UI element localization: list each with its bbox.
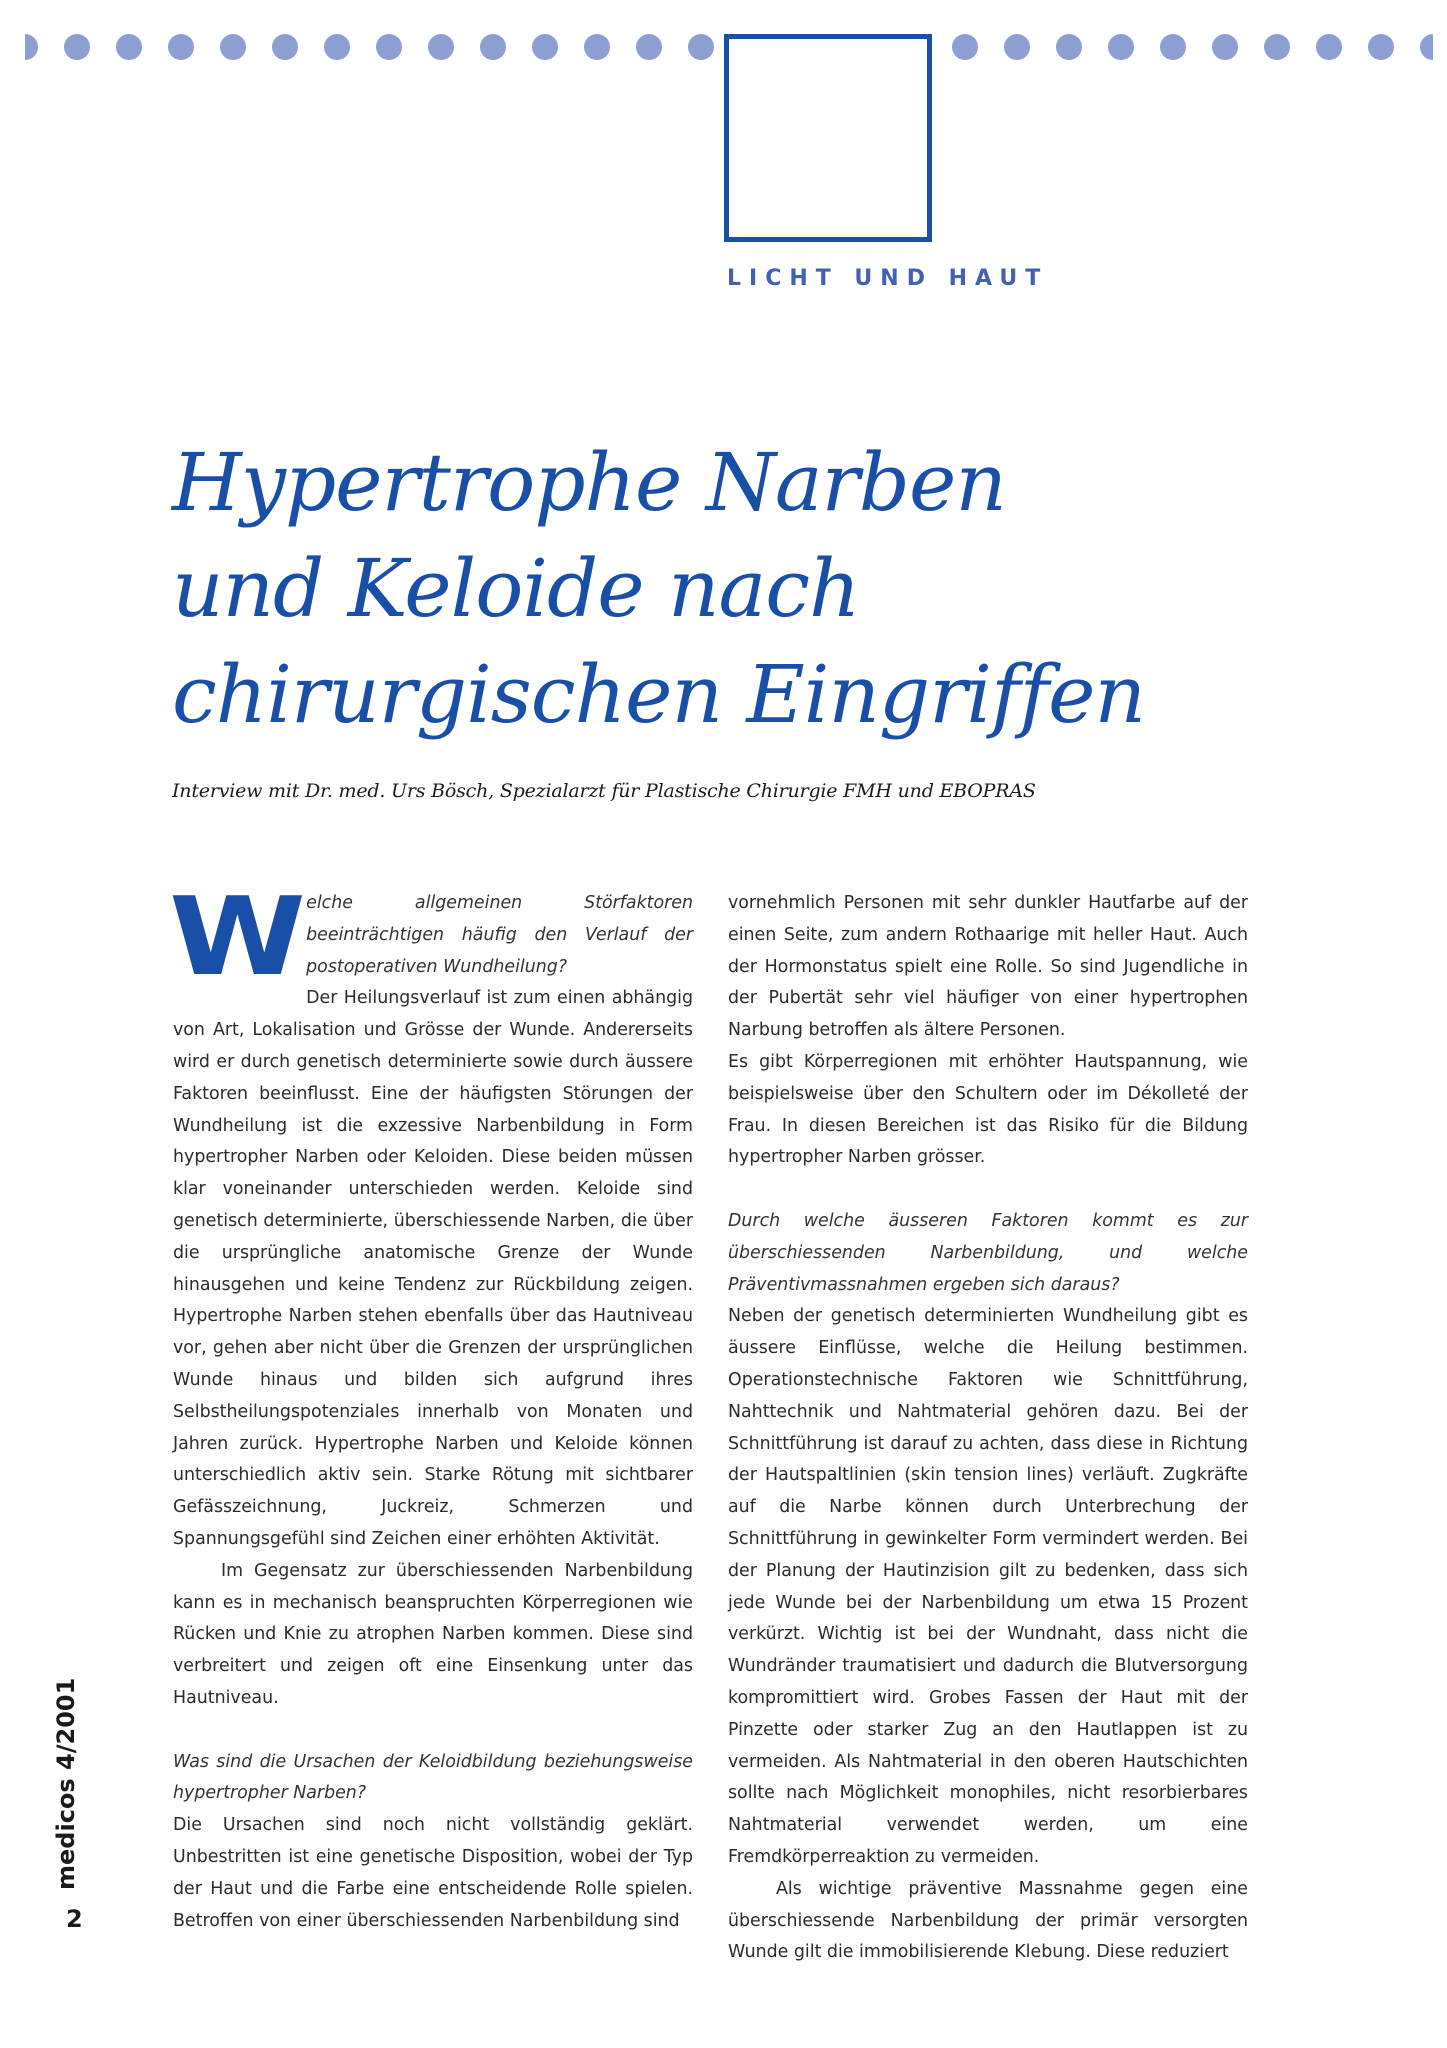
decorative-dot-icon bbox=[272, 34, 298, 60]
paragraph-gap bbox=[728, 1174, 1248, 1206]
decorative-dot-icon bbox=[1108, 34, 1134, 60]
answer-1: Der Heilungsverlauf ist zum einen abhängig von Art, Lokalisation und Grösse der Wunde. Andererseits wird er durch genetisch determinierte sowie durch äussere Faktoren beeinflusst. Eine der häufigsten Störungen der Wundheilung ist die exzessive Narbenbildung in Form hypertropher Narben oder Keloiden. Diese beiden müssen klar voneinander unterschieden werden. Keloide sind genetisch determinierte, überschiessende Narben, die über die ursprüngliche anatomische Grenze der Wunde hinausgehen und keine Tendenz zur Rückbildung zeigen. Hypertrophe Narben stehen ebenfalls über das Hautniveau vor, gehen aber nicht über die Grenzen der ursprünglichen Wunde hinaus und bilden sich aufgrund ihres Selbstheilungspotenziales innerhalb von Monaten und Jahren zurück. Hypertrophe Narben und Keloide können unterschiedlich aktiv sein. Starke Rötung mit sichtbarer Gefässzeichnung, Juckreiz, Schmerzen und Spannungsgefühl sind Zeichen einer erhöhten Aktivität. bbox=[173, 988, 693, 1549]
decorative-dot-icon bbox=[25, 34, 38, 60]
decorative-dot-icon bbox=[428, 34, 454, 60]
answer-2-continued: vornehmlich Personen mit sehr dunkler Hautfarbe auf der einen Seite, zum andern Rothaarige mit heller Haut. Auch der Hormonstatus spielt eine Rolle. So sind Jugendliche in der Pubertät sehr viel häufiger von einer hypertrophen Narbung betroffen als ältere Personen. bbox=[728, 893, 1248, 1041]
question-1: elche allgemeinen Störfaktoren beeinträchtigen häufig den Verlauf der postoperativen Wundheilung? bbox=[306, 893, 693, 977]
decorative-dot-icon bbox=[952, 34, 978, 60]
decorative-dot-icon bbox=[64, 34, 90, 60]
decorative-dot-icon bbox=[584, 34, 610, 60]
paragraph-gap bbox=[173, 1715, 693, 1747]
article-subtitle: Interview mit Dr. med. Urs Bösch, Spezialarzt für Plastische Chirurgie FMH und EBOPRAS bbox=[172, 780, 1036, 802]
left-column bbox=[169, 875, 693, 1937]
question-3: Durch welche äusseren Faktoren kommt es zur überschiessenden Narbenbildung, und welche Präventivmassnahmen ergeben sich daraus? bbox=[728, 1210, 1248, 1295]
title-line-3: chirurgischen Eingriffen bbox=[172, 648, 1146, 741]
decorative-dot-icon bbox=[480, 34, 506, 60]
answer-2-paragraph-2: Es gibt Körperregionen mit erhöhter Hautspannung, wie beispielsweise über den Schultern oder im Dékolleté der Frau. In diesen Bereichen ist das Risiko für die Bildung hypertropher Narben grösser. bbox=[728, 1051, 1248, 1168]
decorative-dot-icon bbox=[1264, 34, 1290, 60]
decorative-dot-icon bbox=[1056, 34, 1082, 60]
decorative-dot-icon bbox=[1160, 34, 1186, 60]
decorative-dot-icon bbox=[636, 34, 662, 60]
decorative-dot-icon bbox=[324, 34, 350, 60]
article-title bbox=[172, 430, 1372, 748]
answer-3-continued: Als wichtige präventive Massnahme gegen eine überschiessende Narbenbildung der primär versorgten Wunde gilt die immobilisierende Klebung. Diese reduziert bbox=[728, 1878, 1248, 1963]
title-line-2: und Keloide nach bbox=[172, 542, 860, 635]
title-line-1: Hypertrophe Narben bbox=[172, 436, 1006, 529]
question-2: Was sind die Ursachen der Keloidbildung beziehungsweise hypertropher Narben? bbox=[173, 1751, 693, 1804]
section-label: LICHT UND HAUT bbox=[727, 266, 1049, 291]
decorative-dot-icon bbox=[220, 34, 246, 60]
decorative-dot-icon bbox=[116, 34, 142, 60]
decorative-dot-icon bbox=[1420, 34, 1433, 60]
decorative-dot-icon bbox=[1368, 34, 1394, 60]
decorative-dot-icon bbox=[1004, 34, 1030, 60]
answer-3: Neben der genetisch determinierten Wundheilung gibt es äussere Einflüsse, welche die Heilung bestimmen. Operationstechnische Faktoren wie Schnittführung, Nahttechnik und Nahtmaterial gehören dazu. Bei der Schnittführung ist darauf zu achten, dass diese in Richtung der Hautspaltlinien (skin tension lines) verläuft. Zugkräfte auf die Narbe können durch Unterbrechung der Schnittführung in gewinkelter Form vermindert werden. Bei der Planung der Hautinzision gilt zu bedenken, dass sich jede Wunde bei der Narbenbildung um etwa 15 Prozent verkürzt. Wichtig ist bei der Wundnaht, dass nicht die Wundränder traumatisiert und dadurch die Blutversorgung kompromittiert wird. Grobes Fassen der Haut mit der Pinzette oder starker Zug an den Hautlappen ist zu vermeiden. Als Nahtmaterial in den oberen Hautschichten sollte nach Möglichkeit monophiles, nicht resorbierbares Nahtmaterial verwendet werden, um eine Fremdkörperreaktion zu vermeiden. bbox=[728, 1306, 1248, 1867]
answer-1-continued: Im Gegensatz zur überschiessenden Narbenbildung kann es in mechanisch beanspruchten Körperregionen wie Rücken und Knie zu atrophen Narben kommen. Diese sind verbreitert und zeigen oft eine Einsenkung unter das Hautniveau. bbox=[173, 1560, 693, 1708]
decorative-dot-icon bbox=[1316, 34, 1342, 60]
page-number: 2 bbox=[66, 1905, 83, 1933]
right-column bbox=[728, 888, 1248, 1969]
decorative-dot-icon bbox=[688, 34, 714, 60]
publication-folio: medicos 4/2001 bbox=[52, 1677, 80, 1890]
decorative-dot-icon bbox=[532, 34, 558, 60]
decorative-dot-icon bbox=[376, 34, 402, 60]
dropcap-letter: W bbox=[169, 875, 300, 1000]
decorative-dot-icon bbox=[1212, 34, 1238, 60]
answer-2: Die Ursachen sind noch nicht vollständig geklärt. Unbestritten ist eine genetische Disposition, wobei der Typ der Haut und die Farbe eine entscheidende Rolle spielen. Betroffen von einer überschiessenden Narbenbildung sind bbox=[173, 1815, 693, 1931]
section-logo-box bbox=[724, 34, 932, 242]
decorative-dot-icon bbox=[168, 34, 194, 60]
